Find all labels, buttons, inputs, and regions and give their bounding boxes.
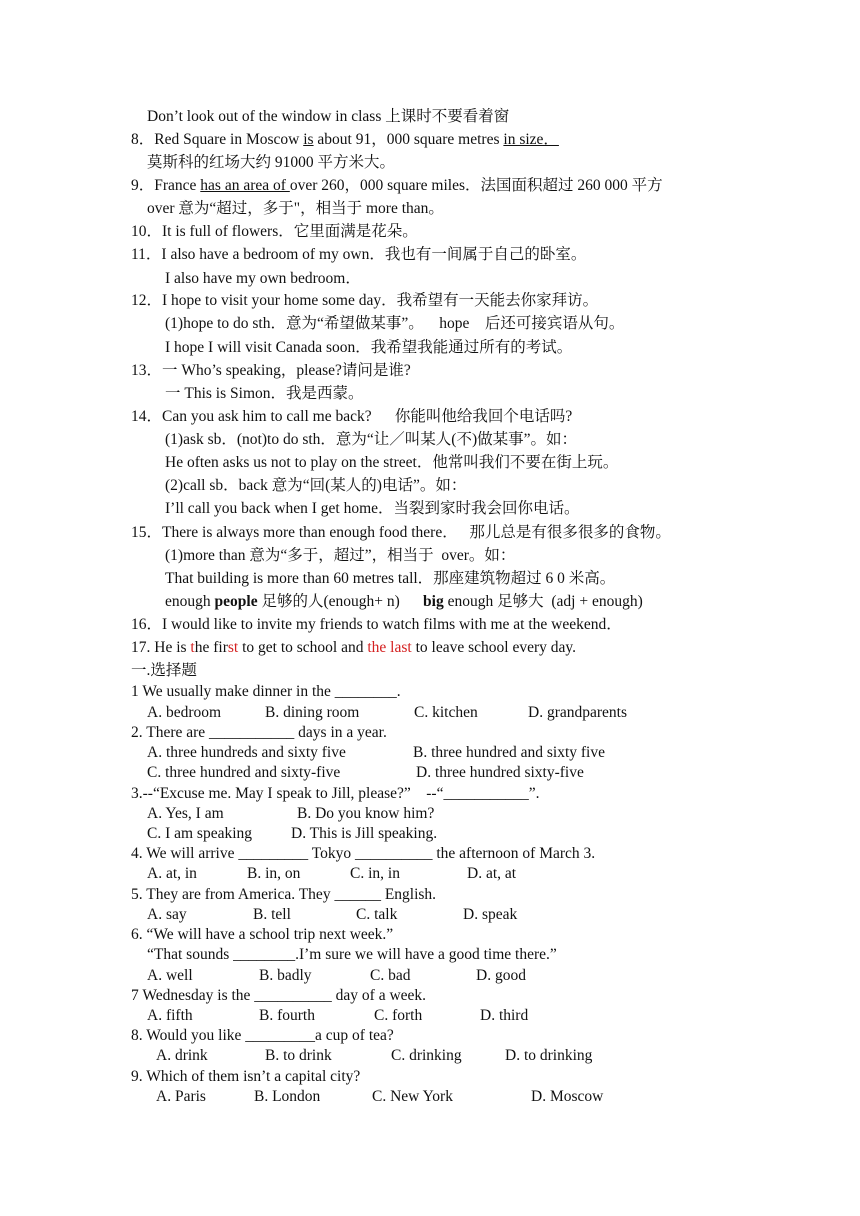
note-12-example: I hope I will visit Canada soon．我希望我能通过所有的考试。 — [165, 339, 573, 356]
question-2-stem: 2. There are ___________ days in a year. — [131, 724, 387, 741]
note-14-example-2: I’ll call you back when I get home．当裂到家时我会回你电话。 — [165, 500, 580, 517]
q4-option-b: B. in, on — [247, 865, 301, 882]
q3-option-b: B. Do you know him? — [297, 805, 435, 822]
q1-option-c: C. kitchen — [414, 704, 478, 721]
q1-option-b: B. dining room — [265, 704, 360, 721]
q5-option-b: B. tell — [253, 906, 291, 923]
note-14-usage-2: (2)call sb．back 意为“回(某人的)电话”。如： — [165, 477, 467, 494]
q6-option-d: D. good — [476, 967, 526, 984]
q8-option-b: B. to drink — [265, 1047, 332, 1064]
q3-option-c: C. I am speaking — [147, 825, 253, 842]
note-8-underline-is: is — [303, 131, 314, 148]
question-7-stem: 7 Wednesday is the __________ day of a week. — [131, 987, 427, 1004]
note-14-example-1: He often asks us not to play on the street．他常叫我们不要在街上玩。 — [165, 454, 619, 471]
enough-text-3: enough 足够大 (adj + enough) — [443, 593, 643, 610]
q1-option-a: A. bedroom — [147, 704, 222, 721]
note-12-usage: (1)hope to do sth．意为“希望做某事”。 hope 后还可接宾语从句。 — [165, 315, 625, 332]
q5-option-c: C. talk — [356, 906, 398, 923]
q5-option-a: A. say — [147, 906, 187, 923]
note-9-text-a: 9．France — [131, 177, 201, 194]
q6-option-a: A. well — [147, 967, 193, 984]
note-17-text-a: 17. He is — [131, 639, 191, 656]
note-window-line: Don’t look out of the window in class 上课时不要看着窗 — [147, 108, 510, 125]
enough-text: enough — [165, 593, 215, 610]
note-15-usage: (1)more than 意为“多于，超过”，相当于 over。如： — [165, 547, 516, 564]
note-17-text-c: to get to school and — [238, 639, 368, 656]
q2-option-b: B. three hundred and sixty five — [413, 744, 605, 761]
q6-option-b: B. badly — [259, 967, 312, 984]
q7-option-d: D. third — [480, 1007, 529, 1024]
q2-option-d: D. three hundred sixty-five — [416, 764, 584, 781]
note-17-text-d: to leave school every day. — [411, 639, 576, 656]
q8-option-c: C. drinking — [391, 1047, 462, 1064]
q4-option-a: A. at, in — [147, 865, 197, 882]
note-9-text-b: over 260，000 square miles．法国面积超过 260 000 平方 — [289, 177, 663, 194]
q3-option-d: D. This is Jill speaking. — [291, 825, 438, 842]
note-17-text-b: he fir — [194, 639, 228, 656]
enough-bold-big: big — [423, 593, 444, 610]
q9-option-d: D. Moscow — [531, 1088, 604, 1105]
note-13: 13．一 Who’s speaking，please?请问是谁? — [131, 362, 411, 379]
q4-option-c: C. in, in — [350, 865, 400, 882]
q6-option-c: C. bad — [370, 967, 411, 984]
note-9 — [131, 177, 663, 195]
section-title: 一.选择题 — [131, 662, 197, 679]
q5-option-d: D. speak — [463, 906, 518, 923]
question-4-stem: 4. We will arrive _________ Tokyo __________ the afternoon of March 3. — [131, 845, 596, 862]
question-5-stem: 5. They are from America. They ______ English. — [131, 886, 437, 903]
note-15: 15．There is always more than enough food there． 那儿总是有很多很多的食物。 — [131, 524, 671, 541]
note-14: 14．Can you ask him to call me back? 你能叫他给我回个电话吗? — [131, 408, 573, 425]
q2-option-a: A. three hundreds and sixty five — [147, 744, 346, 761]
note-17-red-t: t — [190, 639, 195, 656]
note-13-answer: 一 This is Simon．我是西蒙。 — [165, 385, 364, 402]
q1-option-d: D. grandparents — [528, 704, 627, 721]
question-6-stem: 6. “We will have a school trip next week.” — [131, 926, 394, 943]
question-8-stem: 8. Would you like _________a cup of tea? — [131, 1027, 394, 1044]
note-9-underline: has an area of — [200, 177, 290, 194]
q2-option-c: C. three hundred and sixty-five — [147, 764, 341, 781]
q3-option-a: A. Yes, I am — [147, 805, 224, 822]
note-16: 16．I would like to invite my friends to watch films with me at the weekend． — [131, 616, 622, 633]
note-14-usage-1: (1)ask sb．(not)to do sth．意为“让／叫某人(不)做某事”。如： — [165, 431, 577, 448]
note-8-text-b: about 91，000 square metres — [313, 131, 504, 148]
q8-option-a: A. drink — [156, 1047, 208, 1064]
q4-option-d: D. at, at — [467, 865, 517, 882]
note-11-alt: I also have my own bedroom． — [165, 270, 361, 287]
note-11: 11．I also have a bedroom of my own．我也有一间属于自己的卧室。 — [131, 246, 587, 263]
q9-option-c: C. New York — [372, 1088, 453, 1105]
note-8 — [131, 131, 559, 149]
note-17 — [131, 639, 576, 657]
note-10: 10．It is full of flowers．它里面满是花朵。 — [131, 223, 418, 240]
note-17-red-st: st — [227, 639, 239, 656]
note-8-translation: 莫斯科的红场大约 91000 平方米大。 — [147, 154, 396, 171]
note-17-red-last: the last — [367, 639, 412, 656]
note-15-example: That building is more than 60 metres tall．那座建筑物超过 6 0 米高。 — [165, 570, 616, 587]
q8-option-d: D. to drinking — [505, 1047, 593, 1064]
question-9-stem: 9. Which of them isn’t a capital city? — [131, 1068, 361, 1085]
question-1-stem: 1 We usually make dinner in the ________. — [131, 683, 401, 700]
q9-option-b: B. London — [254, 1088, 321, 1105]
q7-option-b: B. fourth — [259, 1007, 315, 1024]
note-8-text-a: 8．Red Square in Moscow — [131, 131, 304, 148]
q7-option-c: C. forth — [374, 1007, 423, 1024]
enough-bold-people: people — [214, 593, 258, 610]
q7-option-a: A. fifth — [147, 1007, 193, 1024]
q9-option-a: A. Paris — [156, 1088, 206, 1105]
enough-text-2: 足够的人(enough+ n) — [257, 593, 424, 610]
note-8-underline-size: in size． — [503, 131, 559, 148]
note-9-explanation: over 意为“超过，多于"，相当于 more than。 — [147, 200, 444, 217]
question-6-stem-2: “That sounds ________.I’m sure we will have a good time there.” — [147, 946, 557, 963]
note-12: 12．I hope to visit your home some day．我希望有一天能去你家拜访。 — [131, 292, 599, 309]
question-3-stem: 3.--“Excuse me. May I speak to Jill, please?” --“___________”. — [131, 785, 540, 802]
note-15-enough — [165, 593, 643, 611]
